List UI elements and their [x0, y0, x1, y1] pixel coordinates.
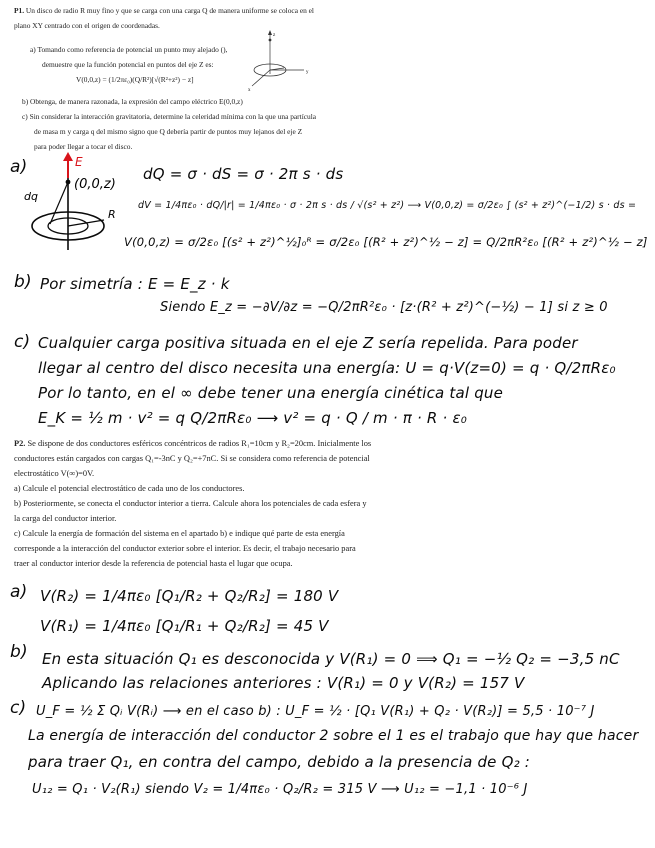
p2-line3: electrostático V(∞)=0V.	[14, 469, 95, 478]
hw1-line5: Siendo E_z = −∂V/∂z = −Q/2πR²ε₀ · [z·(R² + z²)^(−½) − 1] si z ≥ 0	[160, 300, 608, 315]
p1-item-b-c	[22, 94, 322, 154]
hw2-c3: para traer Q₁, en contra del campo, debido a la presencia de Q₂ :	[28, 753, 531, 771]
hw2-a2: V(R₁) = 1/4πε₀ [Q₁/R₁ + Q₂/R₂] = 45 V	[40, 617, 329, 635]
svg-text:z: z	[273, 33, 276, 38]
hw1-line6: Cualquier carga positiva situada en el eje Z sería repelida. Para poder	[38, 334, 578, 352]
hw1-fig-dq-label: dq	[24, 190, 38, 203]
hw2-c1: U_F = ½ Σ Qᵢ V(Rᵢ) ⟶ en el caso b) : U_F = ½ · [Q₁ V(R₁) + Q₂ · V(R₂)] = 5,5 · 10⁻⁷ J	[36, 704, 595, 719]
hw2-c-label: c)	[10, 698, 27, 718]
hw1-line2: dV = 1/4πε₀ · dQ/|r| = 1/4πε₀ · σ · 2π s · ds / √(s² + z²) ⟶ V(0,0,z) = σ/2ε₀ ∫ (s² + z²)^(−1/2) s · ds =	[138, 200, 637, 211]
svg-text:y: y	[306, 70, 309, 75]
p1-disk-figure	[246, 28, 314, 94]
hw2-c4: U₁₂ = Q₁ · V₂(R₁) siendo V₂ = 1/4πε₀ · Q₂/R₂ = 315 V ⟶ U₁₂ = −1,1 · 10⁻⁶ J	[32, 782, 528, 797]
hw1-disk-sketch	[20, 150, 130, 255]
hw1-line4: Por simetría : E = E_z · k	[40, 275, 230, 293]
p2-line5: b) Posteriormente, se conecta el conductor interior a tierra. Calcule ahora los potenciales de cada esfera y	[14, 499, 367, 508]
hw1-fig-point-label: (0,0,z)	[74, 177, 116, 192]
p2-number: P2.	[14, 439, 26, 448]
p2-line2: conductores están cargados con cargas Q₁=-3nC y Q₂=+7nC. Si se considera como referencia de potencial	[14, 454, 370, 463]
hw1-b-label: b)	[14, 272, 32, 292]
p1-item-a	[30, 42, 240, 87]
hw2-b2: Aplicando las relaciones anteriores : V(R₁) = 0 y V(R₂) = 157 V	[42, 674, 525, 692]
p2-line7: c) Calcule la energía de formación del sistema en el apartado b) e indique qué parte de esta energía	[14, 529, 345, 538]
hw1-c-label: c)	[14, 332, 31, 352]
p1-text-line1: Un disco de radio R muy fino y que se carga con una carga Q de manera uniforme se coloca en el	[25, 6, 314, 15]
p1-number: P1.	[14, 6, 25, 15]
hw1-line3: V(0,0,z) = σ/2ε₀ [(s² + z²)^½]₀ᴿ = σ/2ε₀ [(R² + z²)^½ − z] = Q/2πR²ε₀ [(R² + z²)^½ − z]	[124, 235, 648, 249]
hw2-b-label: b)	[10, 642, 28, 662]
hw1-line7: llegar al centro del disco necesita una energía: U = q·V(z=0) = q · Q/2πRε₀	[38, 359, 616, 377]
p1-item-c-line2: de masa m y carga q del mismo signo que Q debería partir de puntos muy lejanos del eje Z	[34, 127, 303, 136]
hw2-a-label: a)	[10, 582, 28, 602]
hw2-b1: En esta situación Q₁ es desconocida y V(R₁) = 0 ⟹ Q₁ = −½ Q₂ = −3,5 nC	[42, 650, 620, 668]
hw1-line9: E_K = ½ m · v² = q Q/2πRε₀ ⟶ v² = q · Q / m · π · R · ε₀	[38, 409, 467, 427]
p1-item-a-line2: demuestre que la función potencial en puntos del eje Z es:	[42, 60, 214, 69]
hw1-fig-r-label: R	[108, 208, 116, 221]
p2-statement	[14, 436, 399, 571]
hw2-a1: V(R₂) = 1/4πε₀ [Q₁/R₂ + Q₂/R₂] = 180 V	[40, 587, 339, 605]
p2-line9: traer al conductor interior desde la referencia de potencial hasta el lugar que ocupa.	[14, 559, 293, 568]
p2-line6: la carga del conductor interior.	[14, 514, 117, 523]
p1-item-c-line1: c) Sin considerar la interacción gravitatoria, determine la celeridad mínima con la que una partícula	[22, 112, 317, 121]
p1-item-a-formula: V(0,0,z) = (1/2πε₀)(Q/R²)[√(R²+z²) − z]	[76, 75, 194, 84]
hw2-c2: La energía de interacción del conductor 2 sobre el 1 es el trabajo que hay que hacer	[28, 728, 639, 744]
p2-line1: Se dispone de dos conductores esféricos concéntricos de radios R₁=10cm y R₂=20cm. Inicialmente los	[27, 439, 372, 448]
hw1-line1: dQ = σ · dS = σ · 2π s · ds	[143, 165, 344, 183]
hw1-fig-e-label: E	[75, 155, 83, 169]
p1-item-a-line1: a) Tomando como referencia de potencial un punto muy alejado (),	[30, 45, 228, 54]
p2-line4: a) Calcule el potencial electrostático de cada uno de los conductores.	[14, 484, 245, 493]
hw1-a-label: a)	[10, 157, 28, 177]
hw1-line8: Por lo tanto, en el ∞ debe tener una energía cinética tal que	[38, 384, 504, 402]
p1-item-b: b) Obtenga, de manera razonada, la expresión del campo eléctrico E(0,0,z)	[22, 97, 243, 106]
p1-text-line2: plano XY centrado con el origen de coordenadas.	[14, 21, 160, 30]
p1-item-c-line3: para poder llegar a tocar el disco.	[34, 142, 133, 151]
p2-line8: corresponde a la interacción del conductor exterior sobre el interior. Es decir, el trabajo necesario para	[14, 544, 356, 553]
svg-text:x: x	[248, 88, 251, 93]
